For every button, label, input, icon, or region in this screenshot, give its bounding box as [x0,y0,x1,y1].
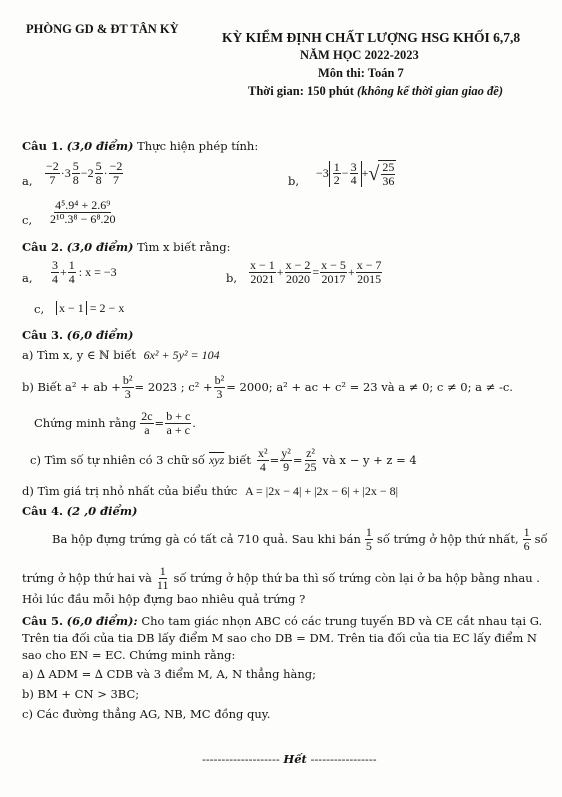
q1a-expression [44,160,124,186]
q1c-expression [48,199,118,225]
q3c-line: c) Tìm số tự nhiên có 3 chữ số $\overline{xyz}$ biết $\frac{\text{x²}}{4}$ = $\frac{\text{y²}}{9}$ = $\frac{\text{z²}}{25}$ và x − y + z = 4 [30,446,417,474]
q4-line3: Hỏi lúc đầu mỗi hộp đựng bao nhiêu quả trứng ? [22,592,306,606]
q1a-mixed2: 2 $\frac{5}{8}$ [87,159,102,187]
q1-points: (3,0 điểm) [66,139,134,153]
q1a-minus: − [80,165,88,180]
q5a: a) ∆ ADM = ∆ CDB và 3 điểm M, A, N thẳng hàng; [22,667,317,681]
q1c-denominator: 2¹⁰.3⁸ − 6⁸.20 [50,211,116,226]
end-marker: -------------------- Hết ----------------- [202,752,377,766]
time-info [248,84,503,99]
q1a-dot1: · [60,165,65,180]
q1b-absolute: $\frac{1}{2}$ − $\frac{3}{4}$ [329,161,362,187]
q1-heading [22,139,258,153]
q1a-dot2: · [103,165,108,180]
q1b-coef: −3 [316,166,329,181]
q2b-label: b, [226,271,238,285]
q5c: c) Các đường thẳng AG, NB, MC đồng quy. [22,707,271,721]
q5-points: (6,0 điểm): [66,614,138,628]
time-label: Thời gian: 150 phút [248,84,354,98]
q5-line2: Trên tia đối của tia DB lấy điểm M sao cho DB = DM. Trên tia đối của tia EC lấy điểm N [22,631,537,645]
q3-label: Câu 3. [22,328,63,342]
q1-text: Thực hiện phép tính: [137,139,259,153]
q2a-label: a, [22,271,33,285]
exam-title: KỲ KIỂM ĐỊNH CHẤT LƯỢNG HSG KHỐI 6,7,8 [222,30,521,45]
q3a-line: a) Tìm x, y ∈ ℕ biết 6x² + 5y² = 104 [22,348,220,362]
q4-heading [22,504,137,518]
time-note: (không kể thời gian giao đề) [357,84,504,98]
q1c-numerator: 4⁵.9⁴ + 2.6⁹ [55,198,111,212]
q2c-expression: x − 1 = 2 − x [56,301,124,316]
q4-line1: Ba hộp đựng trứng gà có tất cả 710 quả. Sau khi bán $\frac{1}{5}$ số trứng ở hộp thứ nhất, $\frac{1}{6}$ số [52,525,548,553]
q2b-expression: $\frac{x - 1}{2021}$ + $\frac{x - 2}{2020}$ = $\frac{x - 5}{2017}$ + $\frac{x - 7}{2015}$ [250,258,382,286]
q1b-expression [316,160,396,187]
q2-label: Câu 2. [22,240,63,254]
q2-heading [22,240,231,254]
q5-line3: sao cho EN = EC. Chứng minh rằng: [22,648,236,662]
q1a-frac2: $\frac{-2}{7}$ [109,159,123,187]
q1-label: Câu 1. [22,139,63,153]
q1a-frac1: $\frac{-2}{7}$ [46,159,59,187]
q3b-line: b) Biết a² + ab + $\frac{\text{b²}}{3}$ = 2023 ; c² + $\frac{\text{b²}}{3}$ = 2000; a² + ac + c² = 23 và a ≠ 0; c ≠ 0; a ≠ -c. [22,373,513,401]
q1b-label: b, [288,174,300,188]
school-year: NĂM HỌC 2022-2023 [300,48,419,62]
q1b-sqrt: √ $\frac{25}{36}$ [368,160,395,188]
q3b-prove: Chứng minh rằng $\frac{2c}{a}$ = $\frac{b + c}{a + c}$ . [34,409,196,437]
q2-points: (3,0 điểm) [66,240,134,254]
q4-line2: trứng ở hộp thứ hai và $\frac{1}{11}$ số trứng ở hộp thứ ba thì số trứng còn lại ở ba hộp bằng nhau . [22,564,540,592]
q1c-label: c, [22,213,33,227]
q2a-expression: $\frac{3}{4}$ + $\frac{1}{4}$ : x = −3 [52,258,117,286]
q1a-label: a, [22,174,33,188]
q2c-label: c, [34,302,45,316]
subject: Môn thi: Toán 7 [318,66,404,80]
q3-heading [22,328,133,342]
department-name: PHÒNG GD & ĐT TÂN KỲ [26,22,179,36]
q3-points: (6,0 điểm) [66,328,134,342]
q4-label: Câu 4. [22,504,63,518]
q2-text: Tìm x biết rằng: [137,240,231,254]
q3d-line: d) Tìm giá trị nhỏ nhất của biểu thức A = |2x − 4| + |2x − 6| + |2x − 8| [22,484,399,498]
q1b-plus: + [361,166,369,181]
q1a-mixed1: 3 $\frac{5}{8}$ [64,159,79,187]
q5-line1: Câu 5. (6,0 điểm): Cho tam giác nhọn ABC có các trung tuyến BD và CE cắt nhau tại G. [22,614,543,628]
q5-label: Câu 5. [22,614,63,628]
q5b: b) BM + CN > 3BC; [22,687,140,701]
q4-points: (2 ,0 điểm) [66,504,138,518]
